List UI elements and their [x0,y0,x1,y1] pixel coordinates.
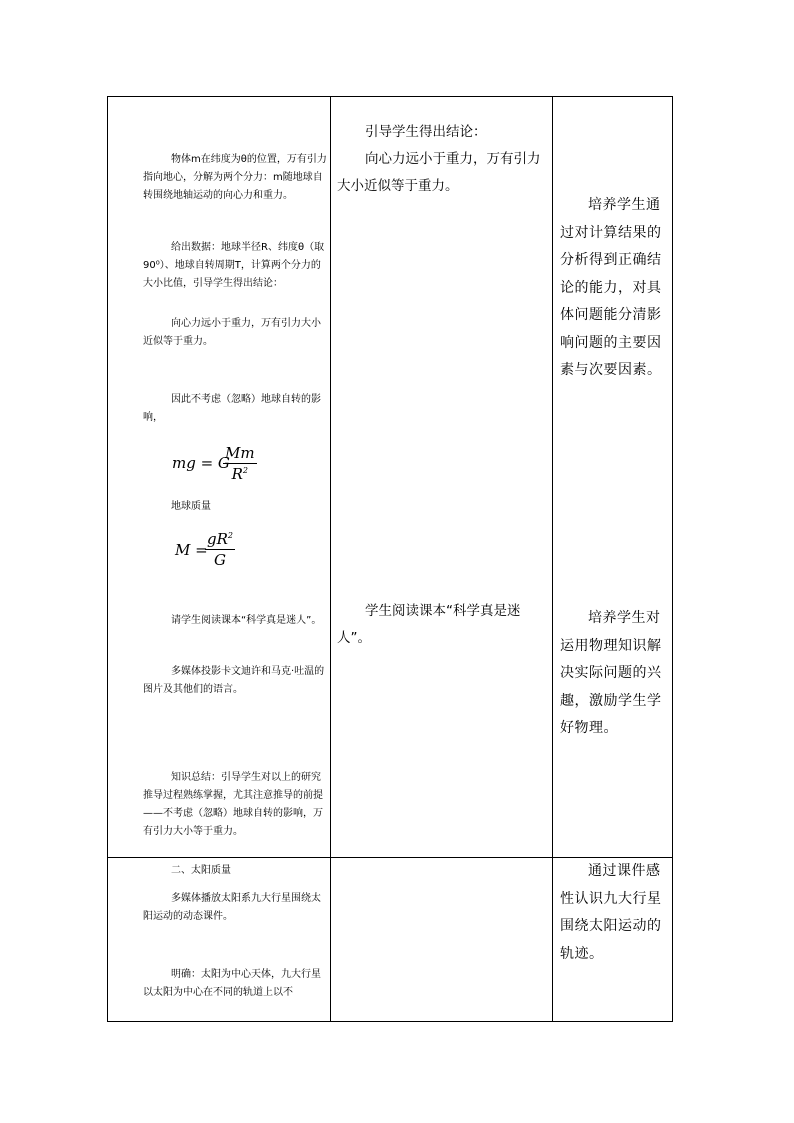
left-label-earth-mass: 地球质量 [171,501,211,512]
section-heading-sun-mass: 二、太阳质量 [171,865,231,876]
formula2-lhs: M = [175,541,208,559]
middle-paragraph-guide: 引导学生得出结论： [365,124,487,140]
left-paragraph-multimedia: 多媒体投影卡文迪许和马克·吐温的图片及其他们的语言。 [143,666,325,695]
formula1-lhs: mg = G [172,454,230,472]
left-paragraph-conclusion: 向心力远小于重力，万有引力大小近似等于重力。 [143,318,321,347]
right-paragraph-goal-analysis: 培养学生通过对计算结果的分析得到正确结论的能力，对具体问题能分清影响问题的主要因素与次要因素。 [560,197,662,378]
column-divider-1 [330,96,331,1022]
column-divider-2 [552,96,553,1022]
left-paragraph-solar-system: 多媒体播放太阳系九大行星围绕太阳运动的动态课件。 [143,893,321,922]
formula1-denominator: R [231,465,243,483]
formula2-numerator-wrap [205,530,235,550]
left-paragraph-central-body: 明确：太阳为中心天体，九大行星以太阳为中心在不同的轨道上以不 [143,969,321,998]
left-paragraph-read-textbook: 请学生阅读课本“科学真是迷人”。 [171,615,322,626]
formula1-denominator-exponent: 2 [242,466,248,475]
left-paragraph-ignore-rotation: 因此不考虑（忽略）地球自转的影响， [143,394,321,423]
left-paragraph-summary: 知识总结：引导学生对以上的研究推导过程熟练掌握，尤其注意推导的前提——不考虑（忽略）地球自转的影响，万有引力大小等于重力。 [143,772,323,837]
formula2-numerator: gR [207,530,228,548]
middle-paragraph-conclusion: 向心力远小于重力，万有引力大小近似等于重力。 [337,151,541,194]
right-paragraph-goal-interest: 培养学生对运用物理知识解决实际问题的兴趣，激励学生学好物理。 [560,610,662,736]
formula1-numerator: Mm [225,444,255,462]
formula2-denominator: G [214,551,226,569]
left-paragraph-force-decomposition: 物体m在纬度为θ的位置，万有引力指向地心，分解为两个分力：m随地球自转围绕地轴运动的向心力和重力。 [143,154,327,201]
formula1-denominator-wrap [223,464,257,483]
formula1-fraction [223,444,257,483]
right-paragraph-goal-orbits: 通过课件感性认识九大行星围绕太阳运动的轨迹。 [560,863,662,962]
left-paragraph-given-data: 给出数据：地球半径R、纬度θ（取90⁰）、地球自转周期T，计算两个分力的大小比值，引导学生得出结论： [143,242,325,289]
formula2-fraction [205,530,235,569]
middle-paragraph-read-textbook: 学生阅读课本“科学真是迷人”。 [337,603,521,646]
formula2-numerator-exponent: 2 [227,531,233,540]
